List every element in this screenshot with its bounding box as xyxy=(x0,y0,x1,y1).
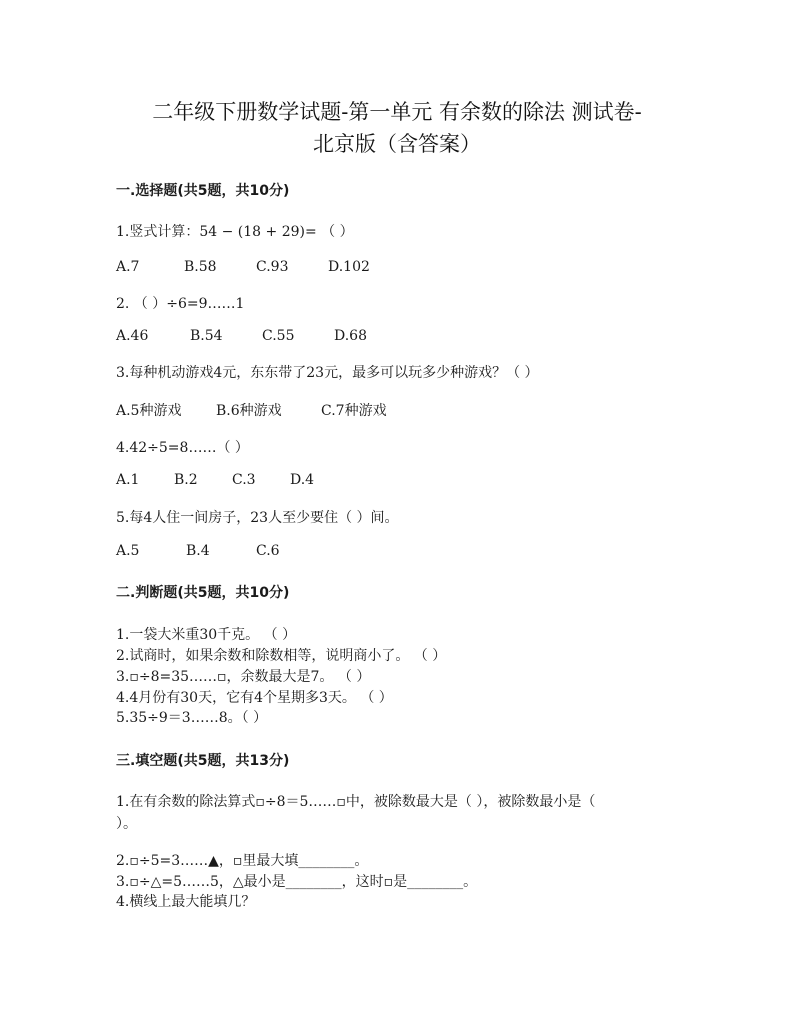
option-b: B.6种游戏 xyxy=(216,403,282,419)
option-d: D.68 xyxy=(334,328,367,344)
choice-question-1: 1.竖式计算：54 − (18 + 29)= （ ） xyxy=(116,224,354,240)
option-c: C.93 xyxy=(256,259,289,275)
choice-question-4: 4.42÷5=8……（ ） xyxy=(116,440,249,456)
choice-question-5: 5.每4人住一间房子，23人至少要住（ ）间。 xyxy=(116,510,399,526)
section-2-heading: 二.判断题(共5题，共10分) xyxy=(116,585,290,601)
choice-question-2: 2. （ ）÷6=9……1 xyxy=(116,296,245,312)
option-c: C.55 xyxy=(262,328,295,344)
option-c: C.7种游戏 xyxy=(321,403,387,419)
option-c: C.6 xyxy=(256,543,280,559)
section-3-heading: 三.填空题(共5题，共13分) xyxy=(116,753,290,769)
fill-question-3: 3.▫÷△=5……5，△最小是________，这时▫是________。 xyxy=(116,874,478,890)
document-title-line-1: 二年级下册数学试题-第一单元 有余数的除法 测试卷- xyxy=(152,100,642,124)
judge-question-3: 3.▫÷8=35……▫，余数最大是7。 （ ） xyxy=(116,669,371,685)
option-a: A.46 xyxy=(116,328,149,344)
choice-question-1-options xyxy=(116,259,370,275)
judge-question-4: 4.4月份有30天，它有4个星期多3天。 （ ） xyxy=(116,690,393,706)
fill-question-4: 4.横线上最大能填几？ xyxy=(116,894,256,910)
option-a: A.5种游戏 xyxy=(116,403,182,419)
option-b: B.58 xyxy=(184,259,217,275)
option-a: A.7 xyxy=(116,259,140,275)
section-1-heading: 一.选择题(共5题，共10分) xyxy=(116,183,290,199)
option-c: C.3 xyxy=(232,472,256,488)
judge-question-1: 1.一袋大米重30千克。 （ ） xyxy=(116,627,297,643)
judge-question-2: 2.试商时，如果余数和除数相等，说明商小了。 （ ） xyxy=(116,648,447,664)
option-a: A.1 xyxy=(116,472,140,488)
judge-question-5: 5.35÷9＝3……8。（ ） xyxy=(116,710,268,726)
option-b: B.2 xyxy=(174,472,198,488)
choice-question-3-options xyxy=(116,400,387,420)
option-d: D.102 xyxy=(328,259,370,275)
document-title-line-2: 北京版（含答案） xyxy=(313,132,481,156)
option-b: B.54 xyxy=(190,328,223,344)
option-b: B.4 xyxy=(186,543,210,559)
choice-question-3: 3.每种机动游戏4元，东东带了23元，最多可以玩多少种游戏？（ ） xyxy=(116,365,539,381)
choice-question-2-options xyxy=(116,328,367,344)
option-d: D.4 xyxy=(290,472,315,488)
fill-question-1-line-1: 1.在有余数的除法算式▫÷8＝5……▫中，被除数最大是（ ），被除数最小是（ xyxy=(116,794,596,810)
fill-question-2: 2.▫÷5=3……▲，▫里最大填________。 xyxy=(116,853,369,869)
choice-question-4-options xyxy=(116,472,314,488)
fill-question-1-line-2: ）。 xyxy=(116,816,137,832)
choice-question-5-options xyxy=(116,543,280,559)
option-a: A.5 xyxy=(116,543,140,559)
